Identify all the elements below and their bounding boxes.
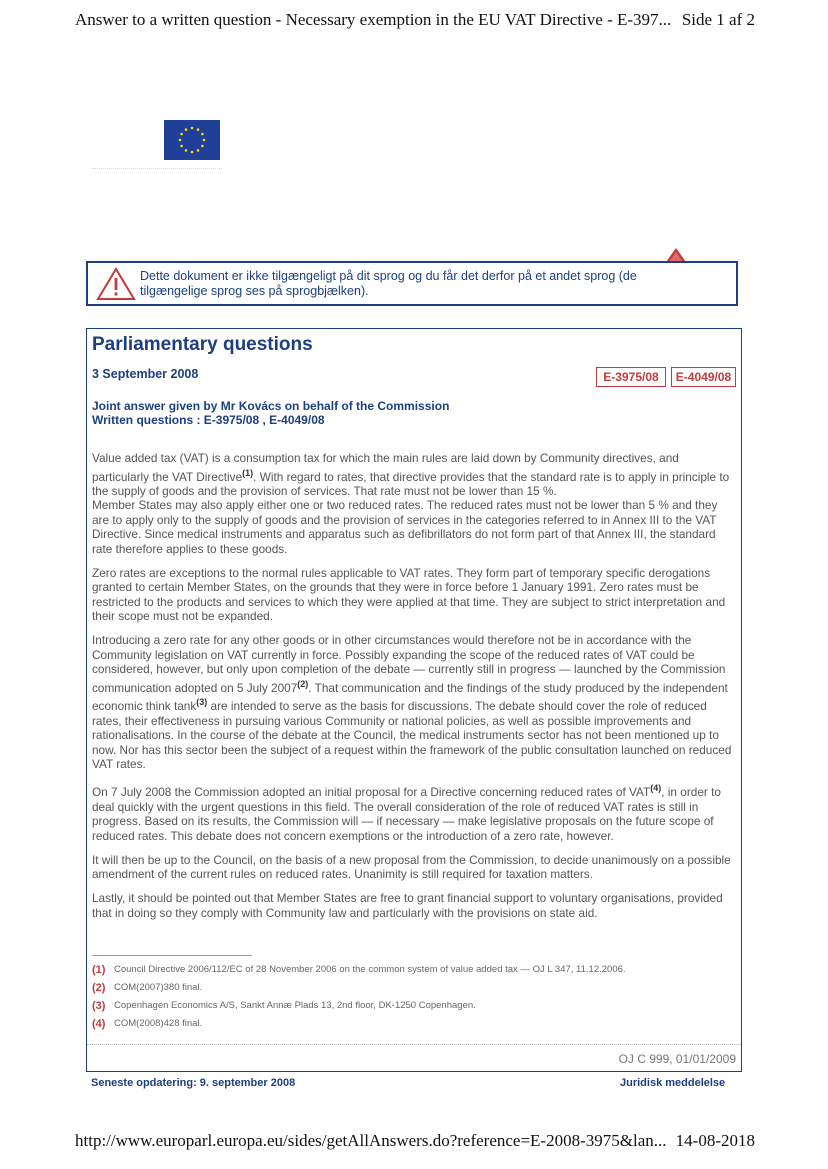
oj-divider — [87, 1044, 741, 1045]
footnote-item — [92, 1015, 732, 1033]
legal-notice-link[interactable]: Juridisk meddelelse — [620, 1077, 726, 1089]
paragraph-3-text-a: Introducing a zero rate for any other goods or in other circumstances would therefore not be in accordance with the Community legislation on VAT currently in force. Possibly expanding the scope of the reduced rates of VAT could be considered, however, but only upon completion of the debate — currently still in progress — launched by the Commission communication adopted on 5 July 2007 — [92, 633, 726, 695]
paragraph-3-text-c: are intended to serve as the basis for discussions. The debate should cover the role of reduced rates, their effectiveness in pursuing various Community or national policies, as well as possible improvements and rationalisations. In the course of the debate at the Council, the medical instruments sector has not been mentioned up to now. Nor has this sector been the subject of a request within the framework of the public consultation launched on reduced VAT rates. — [92, 699, 732, 772]
footnote-text: COM(2008)428 final. — [114, 1018, 203, 1029]
footnote-number[interactable]: (3) — [92, 1000, 106, 1012]
footnote-text: Copenhagen Economics A/S, Sankt Annæ Plads 13, 2nd floor, DK-1250 Copenhagen. — [114, 1000, 476, 1011]
paragraph-1 — [92, 451, 733, 556]
language-notice — [86, 261, 738, 306]
warning-icon — [94, 264, 138, 304]
footnote-ref-2[interactable]: (2) — [297, 678, 309, 689]
footnote-item — [92, 961, 732, 979]
print-header-title: Answer to a written question - Necessary exemption in the EU VAT Directive - E-397... — [75, 10, 672, 29]
footnote-divider — [92, 955, 252, 956]
paragraph-4-text-a: On 7 July 2008 the Commission adopted an initial proposal for a Directive concerning reduced rates of VAT — [92, 785, 651, 800]
paragraph-6: Lastly, it should be pointed out that Member States are free to grant financial support to voluntary organisations, provided that in doing so they comply with Community law and particularly with the provisions on state aid. — [92, 891, 723, 920]
footnote-text: Council Directive 2006/112/EC of 28 November 2006 on the common system of value added tax — OJ L 347, 11.12.2006. — [114, 964, 626, 975]
paragraph-4-text-b: , in order to deal quickly with the urgent questions in this field. The overall consideration of the role of reduced VAT rates is still in progress. Based on its results, the Commission will — if necessary — make legislative proposals on the future scope of reduced rates. This debate does not concern exemptions or the introduction of a zero rate, however. — [92, 785, 721, 843]
paragraph-2: Zero rates are exceptions to the normal rules applicable to VAT rates. They form part of temporary specific derogations granted to certain Member States, on the grounds that they were in force before 1 January 1991. Zero rates must be restricted to the products and services to which they were applied at that time. They are subject to strict interpretation and their scope must not be expanded. — [92, 565, 726, 624]
footnote-number[interactable]: (2) — [92, 982, 106, 994]
paragraph-1-text-a: Value added tax (VAT) is a consumption tax for which the main rules are laid down by Community directives, and particularly the VAT Directive — [92, 451, 679, 484]
eu-flag-logo — [164, 120, 220, 160]
answer-date: 3 September 2008 — [92, 367, 199, 381]
paragraph-3-text-b: . That communication and the findings of the study produced by the independent economic think tank — [92, 680, 728, 714]
footnote-text: COM(2007)380 final. — [114, 982, 203, 993]
print-footer — [75, 1131, 755, 1151]
language-bar-tab-icon[interactable] — [666, 246, 686, 262]
official-journal-reference: OJ C 999, 01/01/2009 — [618, 1052, 736, 1066]
faint-logo-caption — [92, 168, 222, 175]
paragraph-1-text-c: Member States may also apply either one or two reduced rates. The reduced rates must not be lower than 5 % and they are to apply only to the supply of goods and the provision of services in the categories referred to in Annex III to the VAT Directive. Since medical instruments and apparatus such as defibrillators do not form part of that Annex III, the standard rate therefore applies to these goods. — [92, 498, 718, 556]
eu-stars-icon — [164, 120, 220, 160]
paragraph-5: It will then be up to the Council, on the basis of a new proposal from the Commission, to decide unanimously on a possible amendment of the current rules on reduced rates. Unanimity is still required for taxation matters. — [92, 852, 731, 882]
paragraph-3 — [92, 633, 733, 771]
paragraph-4 — [92, 781, 733, 843]
reference-link-e4049[interactable]: E-4049/08 — [671, 367, 736, 387]
print-footer-date: 14-08-2018 — [675, 1131, 755, 1150]
print-header — [75, 10, 755, 30]
footnote-number[interactable]: (4) — [92, 1018, 106, 1030]
footnote-ref-3[interactable]: (3) — [196, 697, 208, 708]
print-footer-url: http://www.europarl.europa.eu/sides/getAllAnswers.do?reference=E-2008-3975&lan... — [75, 1131, 667, 1150]
answer-author: Joint answer given by Mr Kovács on behalf of the Commission — [92, 399, 450, 413]
print-header-page: Side 1 af 2 — [681, 10, 755, 29]
written-questions-refs: Written questions : E-3975/08 , E-4049/08 — [92, 413, 325, 427]
footnote-ref-1[interactable]: (1) — [242, 467, 254, 478]
language-notice-line1: Dette dokument er ikke tilgængeligt på dit sprog og du får det derfor på et andet sprog (de — [140, 268, 637, 283]
footnote-number[interactable]: (1) — [92, 964, 106, 976]
paragraph-1-text-b: . With regard to rates, that directive provides that the standard rate is to apply in principle to the supply of goods and the provision of services. That rate must not be lower than 15 %. — [92, 469, 730, 498]
page-title: Parliamentary questions — [92, 334, 313, 355]
answer-subtitle — [92, 399, 692, 427]
reference-link-e3975[interactable]: E-3975/08 — [596, 367, 666, 387]
answer-body — [92, 451, 733, 930]
footnote-item — [92, 997, 732, 1015]
footnote-item — [92, 979, 732, 997]
language-notice-line2: tilgængelige sprog ses på sprogbjælken). — [140, 283, 369, 298]
answer-panel — [86, 328, 742, 1072]
last-updated: Seneste opdatering: 9. september 2008 — [91, 1077, 296, 1089]
footnotes-list — [92, 961, 732, 1033]
language-notice-text — [138, 269, 637, 299]
footnote-ref-4[interactable]: (4) — [650, 783, 662, 794]
